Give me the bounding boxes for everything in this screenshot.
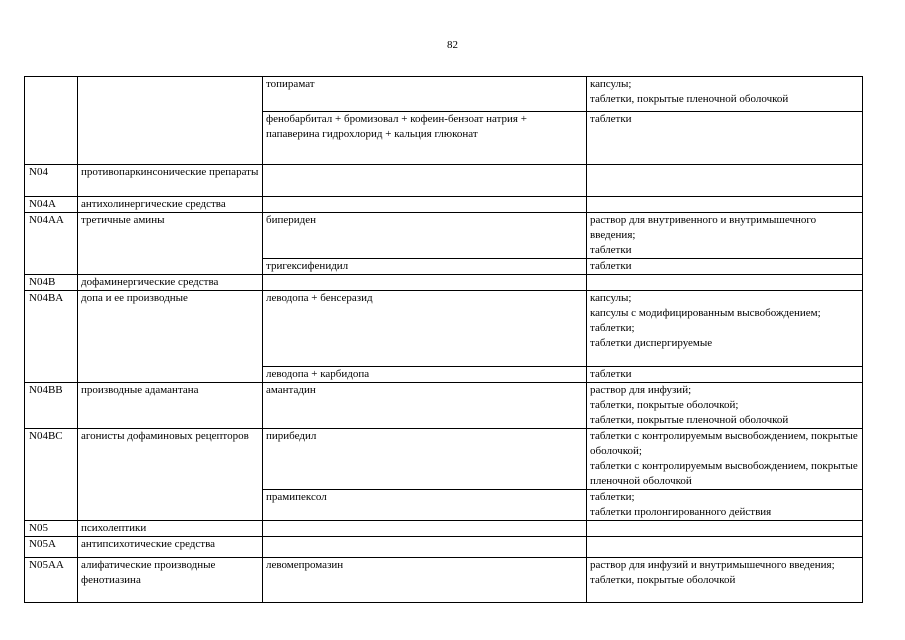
drug-name-cell bbox=[263, 197, 587, 213]
drug-name-cell: топирамат bbox=[263, 77, 587, 112]
page-number: 82 bbox=[447, 39, 458, 51]
dosage-form-cell bbox=[587, 197, 863, 213]
dosage-form-cell: капсулы; капсулы с модифицированным высвобождением; таблетки; таблетки диспергируемые bbox=[587, 291, 863, 367]
drug-name-cell bbox=[263, 537, 587, 558]
table-row bbox=[25, 537, 863, 558]
atc-code-cell: N04BB bbox=[25, 383, 78, 429]
dosage-form-cell: таблетки bbox=[587, 112, 863, 165]
table-row bbox=[25, 291, 863, 367]
atc-code-cell bbox=[25, 77, 78, 165]
dosage-form-cell: капсулы; таблетки, покрытые пленочной оболочкой bbox=[587, 77, 863, 112]
drug-name-cell: бипериден bbox=[263, 213, 587, 259]
table-row bbox=[25, 558, 863, 603]
table-row bbox=[25, 197, 863, 213]
group-name-cell: третичные амины bbox=[78, 213, 263, 275]
dosage-form-cell: раствор для инфузий и внутримышечного введения; таблетки, покрытые оболочкой bbox=[587, 558, 863, 603]
dosage-form-cell: таблетки; таблетки пролонгированного действия bbox=[587, 490, 863, 521]
table-row bbox=[25, 275, 863, 291]
drug-name-cell: леводопа + бенсеразид bbox=[263, 291, 587, 367]
atc-code-cell: N05A bbox=[25, 537, 78, 558]
drug-name-cell: прамипексол bbox=[263, 490, 587, 521]
table-row bbox=[25, 77, 863, 112]
group-name-cell: агонисты дофаминовых рецепторов bbox=[78, 429, 263, 521]
atc-code-cell: N04BC bbox=[25, 429, 78, 521]
table-row bbox=[25, 165, 863, 197]
dosage-form-cell bbox=[587, 165, 863, 197]
group-name-cell: психолептики bbox=[78, 521, 263, 537]
table-row bbox=[25, 429, 863, 490]
dosage-form-cell: таблетки с контролируемым высвобождением, покрытые оболочкой; таблетки с контролируемым высвобождением, покрытые пленочной оболочкой bbox=[587, 429, 863, 490]
group-name-cell bbox=[78, 77, 263, 165]
drug-name-cell: тригексифенидил bbox=[263, 259, 587, 275]
table-row bbox=[25, 383, 863, 429]
drug-name-cell bbox=[263, 275, 587, 291]
atc-code-cell: N04B bbox=[25, 275, 78, 291]
atc-code-cell: N05AA bbox=[25, 558, 78, 603]
dosage-form-cell bbox=[587, 521, 863, 537]
atc-code-cell: N04AA bbox=[25, 213, 78, 275]
dosage-form-cell: раствор для инфузий; таблетки, покрытые оболочкой; таблетки, покрытые пленочной оболочкой bbox=[587, 383, 863, 429]
atc-code-cell: N04BA bbox=[25, 291, 78, 383]
atc-code-cell: N04 bbox=[25, 165, 78, 197]
group-name-cell: дофаминергические средства bbox=[78, 275, 263, 291]
dosage-form-cell: таблетки bbox=[587, 367, 863, 383]
dosage-form-cell bbox=[587, 537, 863, 558]
drug-name-cell bbox=[263, 165, 587, 197]
atc-code-cell: N04A bbox=[25, 197, 78, 213]
table-row bbox=[25, 213, 863, 259]
drug-name-cell: леводопа + карбидопа bbox=[263, 367, 587, 383]
group-name-cell: антипсихотические средства bbox=[78, 537, 263, 558]
group-name-cell: противопаркинсонические препараты bbox=[78, 165, 263, 197]
dosage-form-cell: таблетки bbox=[587, 259, 863, 275]
dosage-form-cell: раствор для внутривенного и внутримышечного введения; таблетки bbox=[587, 213, 863, 259]
drug-name-cell: пирибедил bbox=[263, 429, 587, 490]
dosage-form-cell bbox=[587, 275, 863, 291]
group-name-cell: алифатические производные фенотиазина bbox=[78, 558, 263, 603]
group-name-cell: допа и ее производные bbox=[78, 291, 263, 383]
drug-name-cell: левомепромазин bbox=[263, 558, 587, 603]
group-name-cell: антихолинергические средства bbox=[78, 197, 263, 213]
table-row bbox=[25, 521, 863, 537]
drug-name-cell bbox=[263, 521, 587, 537]
drug-name-cell: амантадин bbox=[263, 383, 587, 429]
atc-code-cell: N05 bbox=[25, 521, 78, 537]
drug-table bbox=[24, 76, 863, 603]
drug-name-cell: фенобарбитал + бромизовал + кофеин-бензоат натрия + папаверина гидрохлорид + кальция глюконат bbox=[263, 112, 587, 165]
group-name-cell: производные адамантана bbox=[78, 383, 263, 429]
